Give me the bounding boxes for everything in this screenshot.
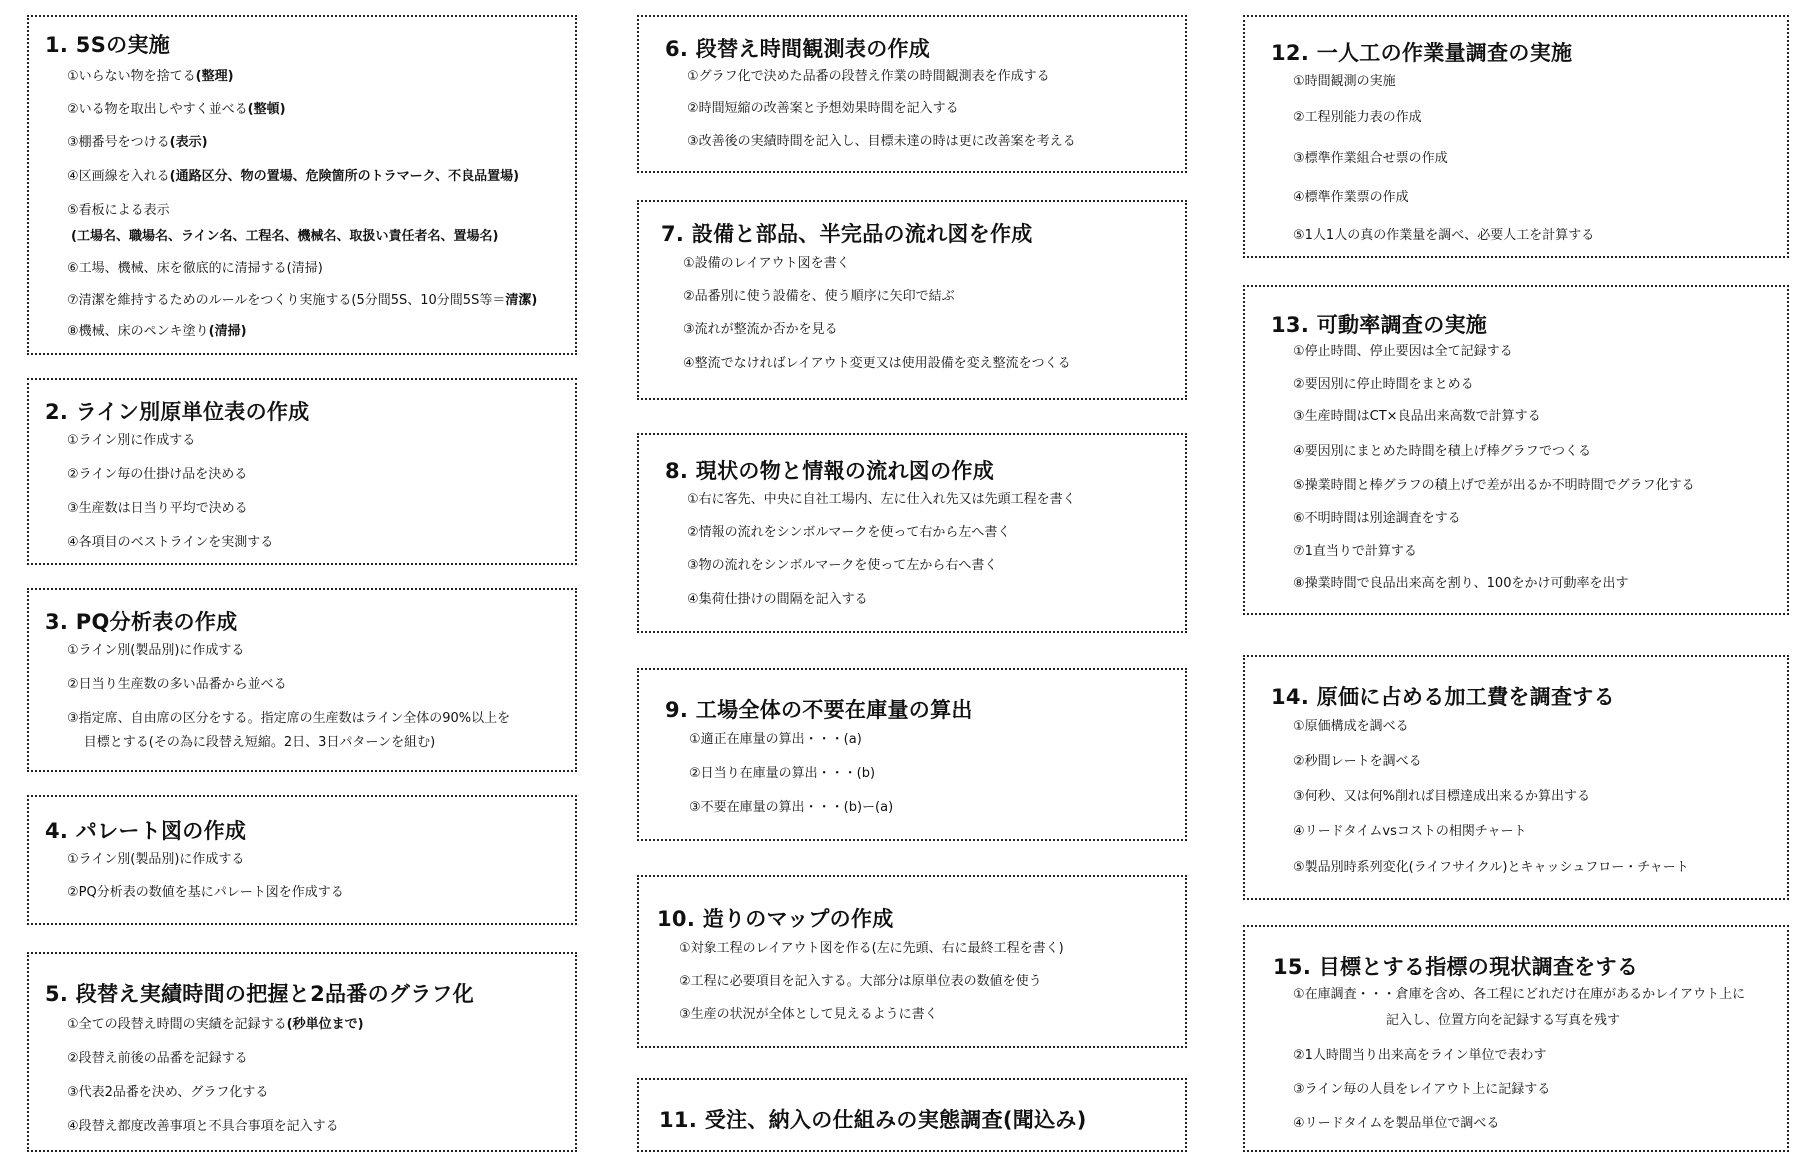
section-7-title: 7. 設備と部品、半完品の流れ図を作成 [661,222,1033,246]
section-1-item: ⑧機械、床のペンキ塗り(清掃) [67,324,247,339]
section-7-item: ①設備のレイアウト図を書く [683,256,850,271]
section-10-box [637,875,1187,1048]
section-15-item: ①在庫調査・・・倉庫を含め、各工程にどれだけ在庫があるかレイアウト上に [1293,987,1746,1002]
section-3-item: 目標とする(その為に段替え短縮。2日、3日パターンを組む) [83,735,436,750]
section-13-item: ④要因別にまとめた時間を積上げ棒グラフでつくる [1293,444,1592,459]
section-2-title: 2. ライン別原単位表の作成 [45,400,310,424]
section-12-title: 12. 一人工の作業量調査の実施 [1271,41,1573,65]
section-9-title: 9. 工場全体の不要在庫量の算出 [665,698,973,722]
section-13-item: ⑦1直当りで計算する [1293,544,1417,559]
section-14-box [1243,655,1789,900]
section-7-item: ②品番別に使う設備を、使う順序に矢印で結ぶ [683,289,955,304]
section-2-item: ③生産数は日当り平均で決める [67,501,248,516]
section-13-item: ①停止時間、停止要因は全て記録する [1293,344,1513,359]
section-1-item: ③棚番号をつける(表示) [67,135,208,150]
section-11-title: 11. 受注、納入の仕組みの実態調査(聞込み) [659,1108,1087,1132]
section-6-box [637,15,1187,173]
section-12-item: ①時間観測の実施 [1293,74,1396,89]
section-9-item: ③不要在庫量の算出・・・(b)ー(a) [689,800,894,815]
section-9-item: ②日当り在庫量の算出・・・(b) [689,766,876,781]
section-7-item: ③流れが整流か否かを見る [683,322,838,337]
section-12-item: ③標準作業組合せ票の作成 [1293,151,1448,166]
section-14-item: ①原価構成を調べる [1293,719,1409,734]
section-14-item: ④リードタイムvsコストの相関チャート [1293,824,1527,839]
section-8-item: ④集荷仕掛けの間隔を記入する [687,592,868,607]
section-5-item: ②段替え前後の品番を記録する [67,1051,248,1066]
section-7-box [637,200,1187,400]
section-13-item: ⑧操業時間で良品出来高を割り、100をかけ可動率を出す [1293,576,1629,591]
section-14-title: 14. 原価に占める加工費を調査する [1271,685,1615,709]
section-8-box [637,433,1187,633]
section-7-item: ④整流でなければレイアウト変更又は使用設備を変え整流をつくる [683,356,1071,371]
section-2-item: ②ライン毎の仕掛け品を決める [67,467,248,482]
section-14-item: ③何秒、又は何%削れば目標達成出来るか算出する [1293,789,1591,804]
section-1-box [27,15,577,355]
section-12-item: ④標準作業票の作成 [1293,190,1409,205]
section-11-box [637,1078,1187,1152]
section-1-item: ⑤看板による表示 [67,203,170,218]
section-8-title: 8. 現状の物と情報の流れ図の作成 [665,459,994,483]
section-1-item: ⑦清潔を維持するためのルールをつくり実施する(5分間5S、10分間5S等＝清潔) [67,293,538,308]
section-1-title: 1. 5Sの実施 [45,33,171,57]
section-15-item: ③ライン毎の人員をレイアウト上に記録する [1293,1082,1551,1097]
section-15-item: ②1人時間当り出来高をライン単位で表わす [1293,1048,1547,1063]
section-5-box [27,952,577,1152]
section-8-item: ②情報の流れをシンボルマークを使って右から左へ書く [687,525,1011,540]
section-10-item: ②工程に必要項目を記入する。大部分は原単位表の数値を使う [679,974,1042,989]
section-10-item: ①対象工程のレイアウト図を作る(左に先頭、右に最終工程を書く) [679,941,1064,956]
section-3-item: ①ライン別(製品別)に作成する [67,643,245,658]
section-8-item: ①右に客先、中央に自社工場内、左に仕入れ先又は先頭工程を書く [687,492,1076,507]
section-4-item: ①ライン別(製品別)に作成する [67,852,245,867]
section-5-title: 5. 段替え実績時間の把握と2品番のグラフ化 [45,982,475,1006]
section-3-box [27,588,577,772]
section-13-item: ②要因別に停止時間をまとめる [1293,377,1474,392]
section-12-item: ②工程別能力表の作成 [1293,110,1422,125]
section-12-box [1243,15,1789,258]
section-15-item: ④リードタイムを製品単位で調べる [1293,1116,1500,1131]
section-13-box [1243,285,1789,615]
section-3-item: ③指定席、自由席の区分をする。指定席の生産数はライン全体の90%以上を [67,711,511,726]
section-5-item: ④段替え都度改善事項と不具合事項を記入する [67,1119,339,1134]
section-8-item: ③物の流れをシンボルマークを使って左から右へ書く [687,558,998,573]
section-15-item: 記入し、位置方向を記録する写真を残す [1386,1013,1621,1028]
section-9-box [637,668,1187,841]
section-15-box [1243,925,1789,1152]
section-13-title: 13. 可動率調査の実施 [1271,313,1488,337]
section-4-title: 4. パレート図の作成 [45,819,247,843]
section-1-item: ⑥工場、機械、床を徹底的に清掃する(清掃) [67,261,323,276]
section-15-title: 15. 目標とする指標の現状調査をする [1273,955,1639,979]
section-12-item: ⑤1人1人の真の作業量を調べ、必要人工を計算する [1293,228,1595,243]
section-6-item: ②時間短縮の改善案と予想効果時間を記入する [687,101,959,116]
section-1-item: (工場名、職場名、ライン名、工程名、機械名、取扱い責任者名、置場名) [71,229,499,244]
section-3-title: 3. PQ分析表の作成 [45,610,238,634]
section-1-item: ④区画線を入れる(通路区分、物の置場、危険箇所のトラマーク、不良品置場) [67,169,520,184]
section-5-item: ①全ての段替え時間の実績を記録する(秒単位まで) [67,1017,364,1032]
section-2-item: ①ライン別に作成する [67,433,196,448]
section-6-item: ③改善後の実績時間を記入し、目標未達の時は更に改善案を考える [687,134,1076,149]
section-9-item: ①適正在庫量の算出・・・(a) [689,732,862,747]
section-4-box [27,795,577,925]
section-2-item: ④各項目のベストラインを実測する [67,535,274,550]
section-6-item: ①グラフ化で決めた品番の段替え作業の時間観測表を作成する [687,69,1050,84]
section-14-item: ②秒間レートを調べる [1293,754,1422,769]
section-1-item: ①いらない物を捨てる(整理) [67,69,234,84]
section-13-item: ③生産時間はCT×良品出来高数で計算する [1293,409,1541,424]
section-13-item: ⑤操業時間と棒グラフの積上げで差が出るか不明時間でグラフ化する [1293,478,1695,493]
section-2-box [27,378,577,565]
section-5-item: ③代表2品番を決め、グラフ化する [67,1085,269,1100]
section-10-item: ③生産の状況が全体として見えるように書く [679,1007,938,1022]
section-3-item: ②日当り生産数の多い品番から並べる [67,677,287,692]
section-14-item: ⑤製品別時系列変化(ライフサイクル)とキャッシュフロー・チャート [1293,860,1689,875]
section-6-title: 6. 段替え時間観測表の作成 [665,37,931,61]
section-13-item: ⑥不明時間は別途調査をする [1293,511,1461,526]
section-1-item: ②いる物を取出しやすく並べる(整頓) [67,102,286,117]
section-4-item: ②PQ分析表の数値を基にパレート図を作成する [67,885,344,900]
section-10-title: 10. 造りのマップの作成 [657,907,894,931]
